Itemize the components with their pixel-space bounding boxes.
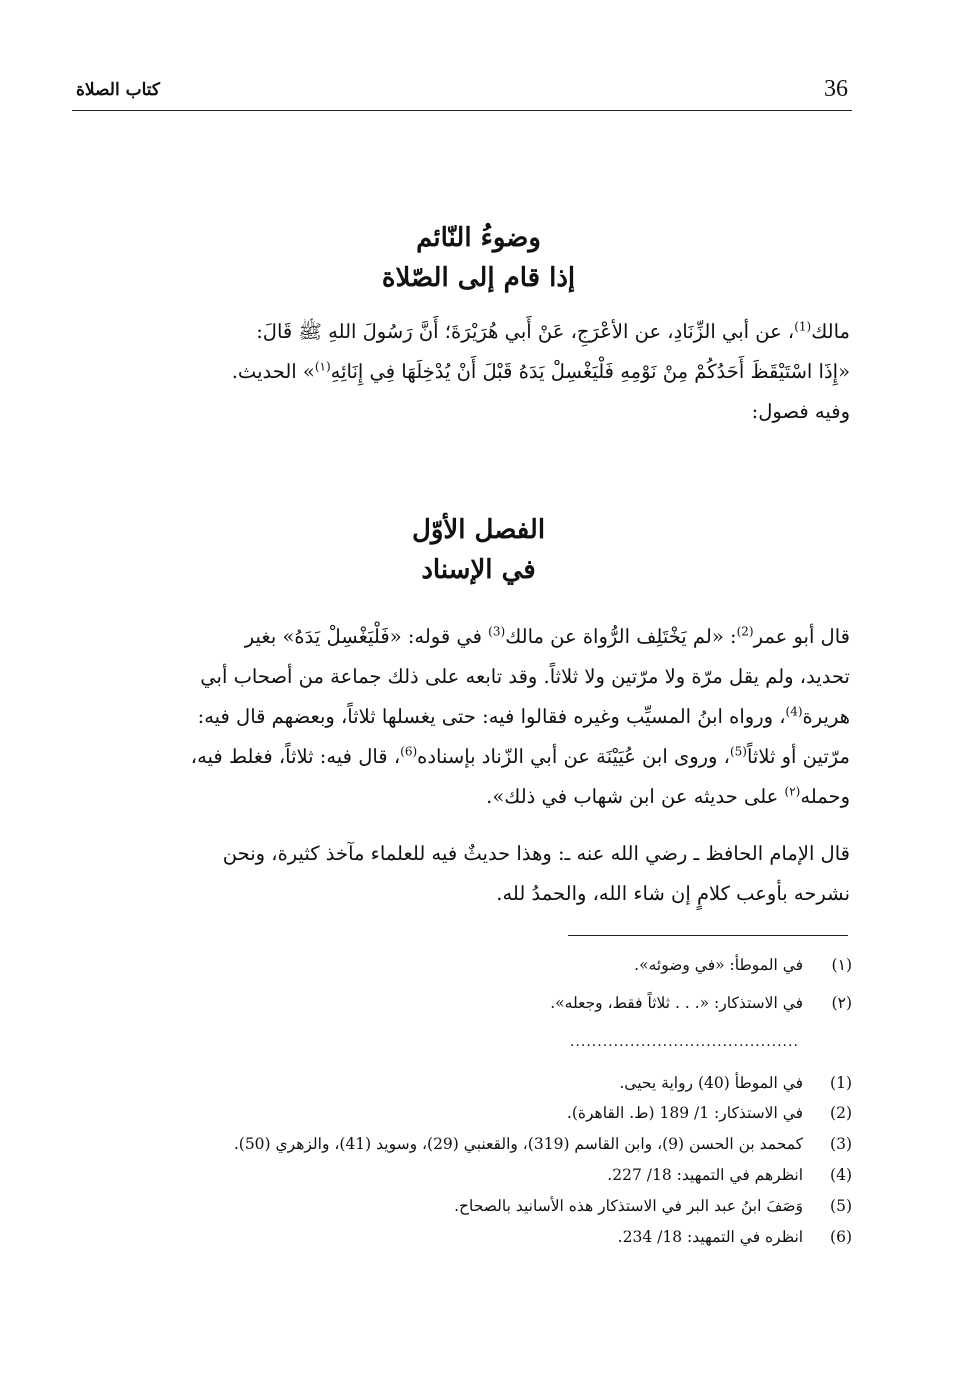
footnote-number: (5)	[830, 1197, 852, 1215]
footnote-number: (2)	[830, 1104, 852, 1122]
footnote	[140, 1191, 852, 1221]
footnote-ref[interactable]: (6)	[400, 744, 418, 759]
footnote-ref[interactable]: (5)	[729, 744, 747, 759]
text-line: مرّتين أو ثلاثاً$^{(5)}$، وروى ابن عُيَيْنَة عن أبي الزّناد بإسناده$^{(6)}$، قال فيه: ثلاثاً، فغلط فيه،	[190, 744, 850, 768]
footnote-text: في الاستذكار: 1/ 189 (ط. القاهرة).	[566, 1104, 804, 1122]
text-line: نشرحه بأوعب كلامٍ إن شاء الله، والحمدُ لله.	[496, 882, 850, 905]
text-line: وفيه فصول:	[751, 400, 850, 423]
footnote-text: في الموطأ (40) رواية يحيى.	[619, 1074, 804, 1092]
text-line: تحديد، ولم يقل مرّة ولا مرّتين ولا ثلاثاً. وقد تابعه على ذلك جماعة من أصحاب أبي	[200, 665, 850, 688]
footnote-text: وَصَفَ ابنُ عبد البر في الاستذكار هذه الأسانيد بالصحاح.	[454, 1197, 804, 1215]
footnote-ref[interactable]: (2)	[736, 624, 754, 639]
footnote-number: (1)	[830, 1074, 852, 1092]
footnote-rule	[568, 935, 848, 936]
footnote-number: (١)	[831, 956, 852, 974]
footnote-ref[interactable]: (1)	[794, 319, 812, 334]
footnote	[140, 1068, 852, 1098]
footnote-text: في الاستذكار: «. . . ثلاثاً فقط، وجعله».	[550, 994, 804, 1012]
footnote-text: كمحمد بن الحسن (9)، وابن القاسم (319)، والقعنبي (29)، وسويد (41)، والزهري (50).	[233, 1135, 804, 1153]
dotted-separator: ..........................................	[570, 1034, 799, 1050]
footnote	[140, 1098, 852, 1128]
heading-line: وضوءُ النّائم	[416, 223, 541, 253]
footnote-number: (٢)	[831, 994, 852, 1012]
heading-line: إذا قام إلى الصّلاة	[381, 263, 576, 293]
footnote-number: (6)	[830, 1228, 852, 1246]
page-number: 36	[824, 76, 848, 102]
isnad-paragraph	[78, 617, 850, 817]
text-line: قال أبو عمر$^{(2)}$: «لم يَخْتَلِف الرُّواة عن مالك$^{(3)}$ في قوله: «فَلْيَغْسِلْ يَدَهُ» بغير	[244, 624, 850, 648]
footnote-text: انظره في التمهيد: 18/ 234.	[617, 1228, 804, 1246]
book-title: كتاب الصلاة	[76, 80, 161, 100]
running-header	[72, 74, 852, 111]
footnote-number: (3)	[830, 1135, 852, 1153]
footnote-number: (4)	[830, 1166, 852, 1184]
footnote	[140, 1222, 852, 1252]
heading-line: الفصل الأوّل	[411, 515, 546, 545]
footnote	[140, 1129, 852, 1159]
text-line: قال الإمام الحافظ ـ رضي الله عنه ـ: وهذا حديثٌ فيه للعلماء مآخذ كثيرة، ونحن	[222, 842, 850, 865]
section-heading-fasl-awwal	[0, 510, 957, 590]
editor-footnote	[140, 950, 852, 980]
footnote-text: انظرهم في التمهيد: 18/ 227.	[607, 1166, 804, 1184]
section-heading-wudu	[0, 218, 957, 298]
footnote-ref[interactable]: (3)	[488, 624, 506, 639]
text-line: مالك$^{(1)}$، عن أبي الزِّنَادِ، عن الأعْرَجِ، عَنْ أَبي هُرَيْرَةَ؛ أَنَّ رَسُولَ اللهِ ﷺ قَالَ:	[256, 319, 850, 343]
hadith-paragraph	[78, 312, 850, 432]
text-line: وحمله$^{(٢)}$ على حديثه عن ابن شهاب في ذلك».	[486, 784, 850, 808]
text-line: «إِذَا اسْتَيْقَظَ أَحَدُكُمْ مِنْ نَوْمِهِ فَلْيَغْسِلْ يَدَهُ قَبْلَ أَنْ يُدْخِلَهَا فِي إِنَائِهِ$^{(١)}$» الحديث.	[231, 359, 850, 383]
footnote-text: في الموطأ: «في وضوئه».	[634, 956, 804, 974]
footnote-ref[interactable]: (4)	[785, 704, 803, 719]
editor-footnote	[140, 988, 852, 1018]
heading-line: في الإسناد	[421, 555, 536, 585]
commentary-paragraph	[78, 834, 850, 914]
footnote	[140, 1160, 852, 1190]
text-line: هريرة$^{(4)}$، ورواه ابنُ المسيِّب وغيره فقالوا فيه: حتى يغسلها ثلاثاً، وبعضهم قال فيه:	[197, 704, 850, 728]
footnote-ref[interactable]: (٢)	[784, 784, 801, 799]
footnote-ref[interactable]: (١)	[314, 359, 331, 374]
